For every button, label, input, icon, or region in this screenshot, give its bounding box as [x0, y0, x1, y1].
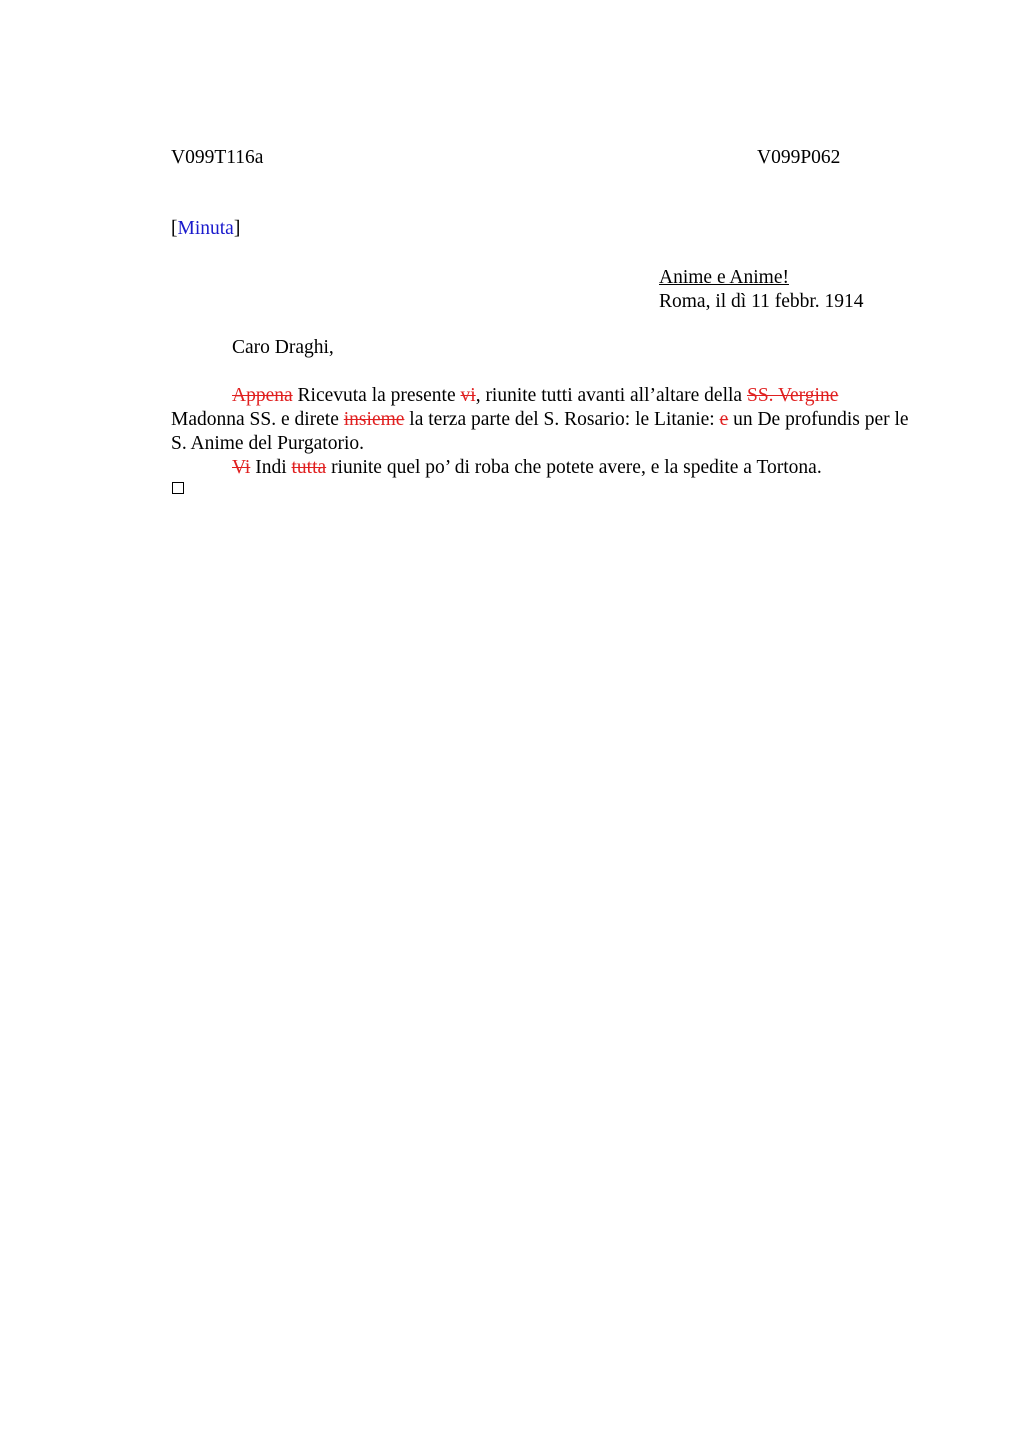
body-text: un De profundis per le S. Anime del Purgatorio. — [171, 409, 909, 454]
body-text: Madonna SS. e direte — [171, 409, 344, 430]
body-text: riunite quel po’ di roba che potete avere, e la spedite a Tortona. — [326, 457, 822, 478]
end-of-text-square-icon — [172, 482, 184, 494]
body-paragraph-1 — [171, 384, 911, 456]
deleted-text: tutta — [291, 457, 327, 478]
body-text: la terza parte del S. Rosario: le Litanie: — [404, 409, 720, 430]
deleted-text: Vi — [232, 457, 251, 478]
deleted-text: vi — [460, 385, 476, 406]
deleted-text: e — [719, 409, 729, 430]
body-text: Ricevuta la presente — [292, 385, 461, 406]
deleted-text: SS. Vergine — [746, 385, 839, 406]
body-paragraph-2 — [171, 456, 911, 480]
document-reference-code: V099T116a — [171, 147, 264, 168]
document-type-label: Minuta — [177, 218, 234, 239]
letter-header — [659, 266, 864, 314]
motto: Anime e Anime! — [659, 267, 789, 288]
body-text: , riunite tutti avanti all’altare della — [475, 385, 747, 406]
deleted-text: insieme — [343, 409, 405, 430]
bracket-open: [ — [171, 218, 178, 239]
page-reference-code: V099P062 — [757, 147, 841, 168]
deleted-text: Appena — [232, 385, 293, 406]
letter-body — [171, 384, 911, 480]
salutation: Caro Draghi, — [232, 337, 334, 358]
document-type — [171, 218, 240, 240]
body-text: Indi — [250, 457, 292, 478]
bracket-close: ] — [233, 218, 241, 239]
place-and-date: Roma, il dì 11 febbr. 1914 — [659, 291, 864, 312]
